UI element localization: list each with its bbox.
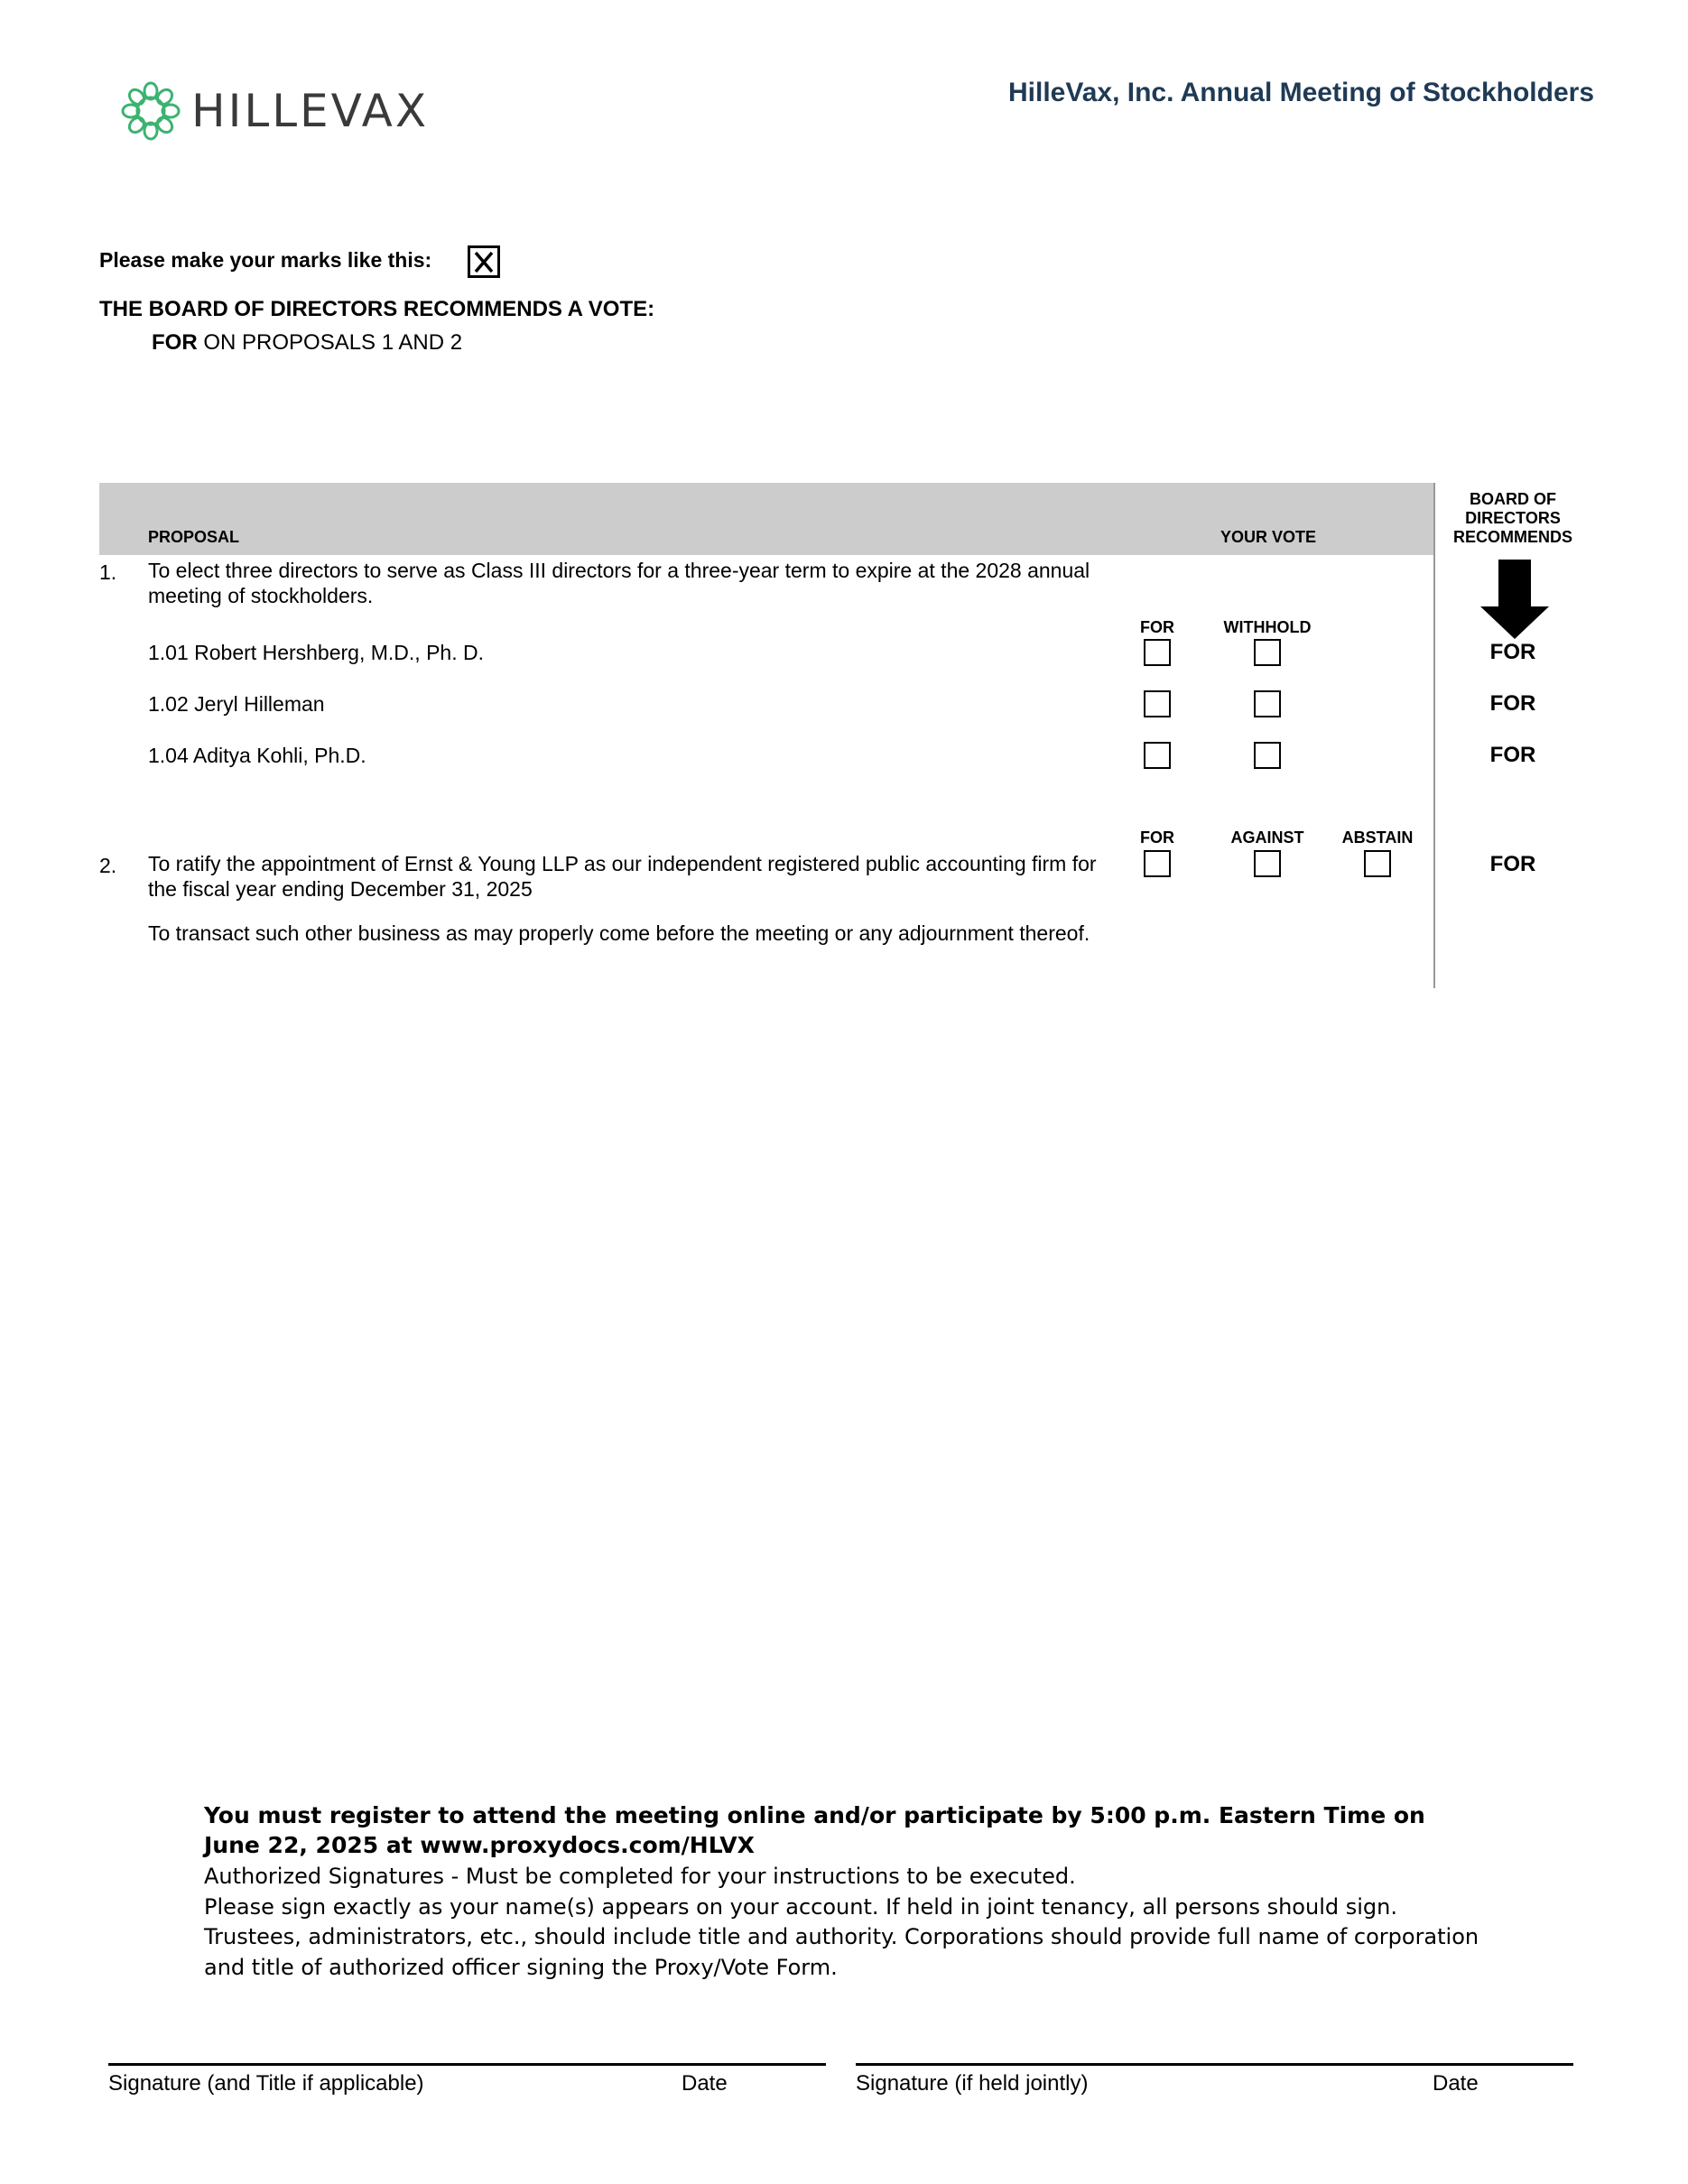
option-against-header: AGAINST xyxy=(1230,828,1304,847)
nominee-3-label: 1.04 Aditya Kohli, Ph.D. xyxy=(148,744,366,767)
nominee-2-for-checkbox[interactable] xyxy=(1144,690,1171,717)
proposal-2-recommendation: FOR xyxy=(1489,852,1536,876)
proposal-1-text: To elect three directors to serve as Class III directors for a three-year term to expire at the 2028 annual meeting of stockholders. xyxy=(148,559,1090,607)
authorized-signatures-text: Authorized Signatures - Must be completed for your instructions to be executed. xyxy=(204,1864,1076,1889)
signature-line-1[interactable] xyxy=(108,2063,826,2066)
option-for-header: FOR xyxy=(1140,618,1174,636)
proposal-1-number: 1. xyxy=(99,560,117,584)
option-for-header: FOR xyxy=(1140,828,1174,847)
registration-notice: You must register to attend the meeting online and/or participate by 5:00 p.m. Eastern Time on June 22, 2025 at www.proxydocs.com/HLVX xyxy=(204,1802,1425,1858)
nominee-2-label: 1.02 Jeryl Hilleman xyxy=(148,692,325,716)
nominee-1-recommendation: FOR xyxy=(1489,640,1536,664)
company-logo xyxy=(119,79,430,143)
hillevax-flower-icon xyxy=(119,79,182,143)
board-recommends-column-header xyxy=(1441,490,1585,547)
proposal-2-number: 2. xyxy=(99,854,117,877)
down-arrow-icon xyxy=(1479,560,1551,639)
board-column-divider xyxy=(1433,483,1435,988)
signature-1-label: Signature (and Title if applicable) xyxy=(108,2071,424,2096)
nominee-2-recommendation: FOR xyxy=(1489,691,1536,716)
marks-instruction: Please make your marks like this: xyxy=(99,248,432,272)
option-withhold-header: WITHHOLD xyxy=(1223,618,1312,636)
proposal-2-against-checkbox[interactable] xyxy=(1254,850,1281,877)
board-recommendation-heading: THE BOARD OF DIRECTORS RECOMMENDS A VOTE: xyxy=(99,297,655,321)
proposal-2-for-checkbox[interactable] xyxy=(1144,850,1171,877)
for-rest: ON PROPOSALS 1 AND 2 xyxy=(203,330,463,355)
proposal-column-header: PROPOSAL xyxy=(148,528,240,546)
sample-marked-checkbox xyxy=(468,245,500,278)
other-business-text: To transact such other business as may properly come before the meeting or any adjournment thereof. xyxy=(148,921,1090,945)
page-title: HilleVax, Inc. Annual Meeting of Stockholders xyxy=(1007,78,1594,107)
date-2-label: Date xyxy=(1433,2071,1479,2096)
nominee-3-recommendation: FOR xyxy=(1489,743,1536,767)
signing-instructions-text: Please sign exactly as your name(s) appears on your account. If held in joint tenancy, all persons should sign. Trustees, administrators, etc., should include title and authority. Corporations should provide full name of corporation and title of authorized officer signing the Proxy/Vote Form. xyxy=(204,1893,1479,1980)
board-header-line: DIRECTORS xyxy=(1465,509,1561,527)
nominee-1-withhold-checkbox[interactable] xyxy=(1254,639,1281,666)
board-header-line: RECOMMENDS xyxy=(1452,528,1572,546)
x-mark-icon xyxy=(470,248,497,275)
nominee-3-withhold-checkbox[interactable] xyxy=(1254,742,1281,769)
nominee-3-for-checkbox[interactable] xyxy=(1144,742,1171,769)
signature-instructions xyxy=(204,1862,1486,1983)
for-word: FOR xyxy=(152,330,198,355)
nominee-1-for-checkbox[interactable] xyxy=(1144,639,1171,666)
board-recommendation-summary xyxy=(152,330,462,356)
nominee-2-withhold-checkbox[interactable] xyxy=(1254,690,1281,717)
nominee-1-label: 1.01 Robert Hershberg, M.D., Ph. D. xyxy=(148,641,484,664)
signature-2-label: Signature (if held jointly) xyxy=(856,2071,1089,2096)
your-vote-column-header: YOUR VOTE xyxy=(1220,528,1316,546)
board-header-line: BOARD OF xyxy=(1470,490,1556,508)
logo-wordmark: HILLEVAX xyxy=(191,85,430,137)
signature-line-2[interactable] xyxy=(856,2063,1573,2066)
option-abstain-header: ABSTAIN xyxy=(1341,828,1414,847)
proposal-2-text: To ratify the appointment of Ernst & Young LLP as our independent registered public accounting firm for the fiscal year ending December 31, 2025 xyxy=(148,852,1097,901)
proposal-2-abstain-checkbox[interactable] xyxy=(1364,850,1391,877)
date-1-label: Date xyxy=(682,2071,728,2096)
